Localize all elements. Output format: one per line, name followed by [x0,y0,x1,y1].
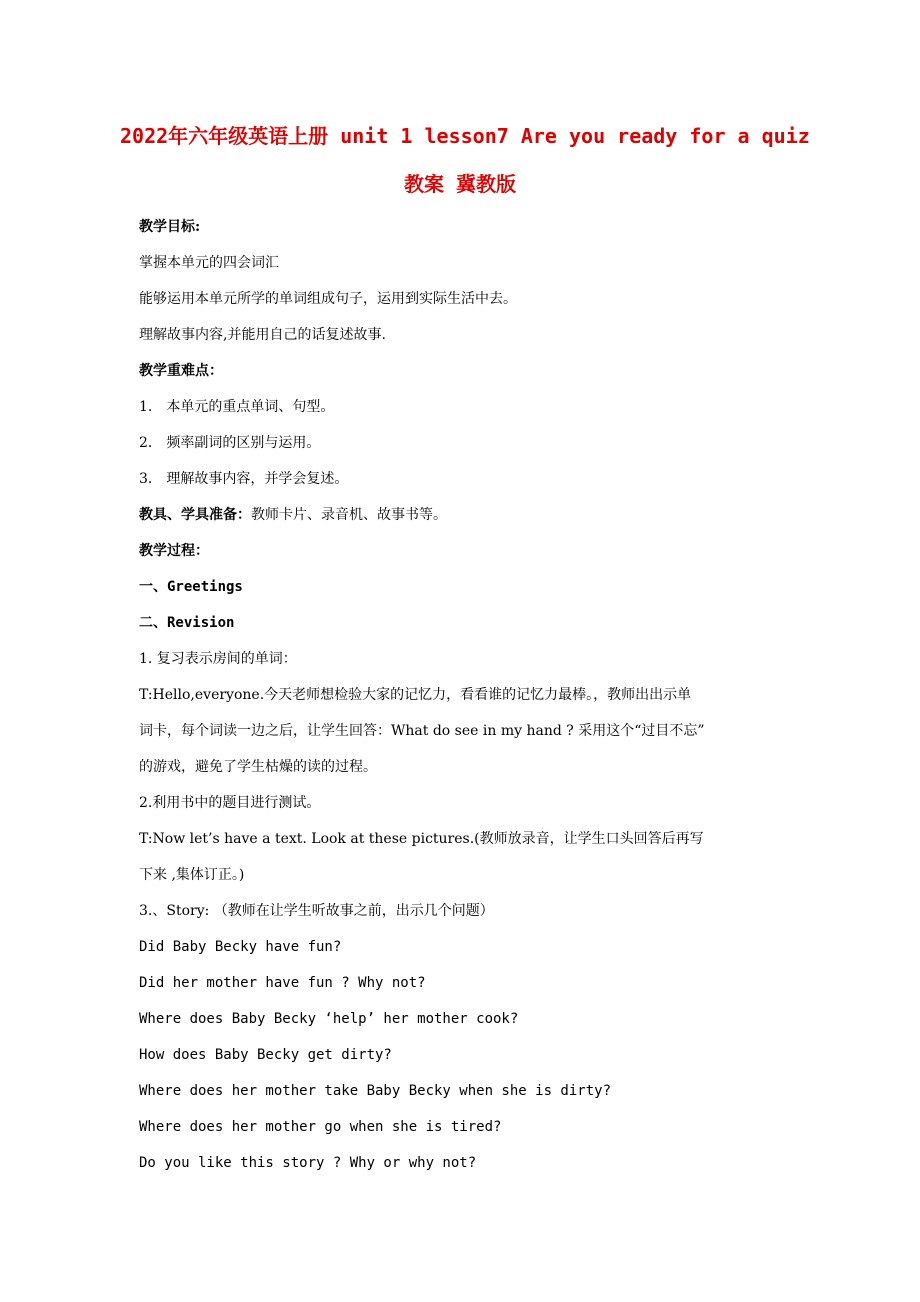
revision-1-title: 1. 复习表示房间的单词： [139,651,297,667]
document-title-line-2: 教案 冀教版 [403,172,517,196]
process-heading: 教学过程： [139,543,209,559]
document-title-line-1: 2022年六年级英语上册 unit 1 lesson7 Are you ready for a quiz [120,124,810,148]
revision-1-paragraph: T:Hello,everyone.今天老师想检验大家的记忆力，看看谁的记忆力最棒。，教师出出示单 [139,687,692,703]
step-revision: 二、Revision [139,615,235,631]
objective-item: 掌握本单元的四会词汇 [139,255,279,271]
materials-line [139,505,799,525]
keypoint-item: 1． 本单元的重点单词、句型。 [139,399,335,415]
keypoint-item: 2． 频率副词的区别与运用。 [139,435,321,451]
revision-2-title: 2.利用书中的题目进行测试。 [139,795,321,811]
keypoint-item: 3． 理解故事内容，并学会复述。 [139,471,349,487]
objective-item: 能够运用本单元所学的单词组成句子，运用到实际生活中去。 [139,291,517,307]
story-question: Do you like this story ? Why or why not? [139,1155,477,1171]
step-greetings: 一、Greetings [139,579,243,595]
objectives-heading: 教学目标: [139,219,201,235]
keypoints-heading: 教学重难点： [139,363,223,379]
materials-text: 教师卡片、录音机、故事书等。 [251,507,447,523]
story-question: Where does her mother take Baby Becky when she is dirty? [139,1083,612,1099]
story-title: 3.、Story: （教师在让学生听故事之前，出示几个问题） [139,903,494,919]
revision-2-paragraph: T:Now let’s have a text. Look at these pictures.(教师放录音，让学生口头回答后再写 [139,831,704,847]
revision-2-paragraph: 下来 ,集体订正。) [139,867,245,883]
objective-item: 理解故事内容,并能用自己的话复述故事. [139,327,386,343]
story-question: Did her mother have fun ? Why not? [139,975,426,991]
materials-label: 教具、学具准备： [139,507,251,523]
story-question: Where does her mother go when she is tired? [139,1119,502,1135]
story-question: Where does Baby Becky ‘help’ her mother cook? [139,1011,519,1027]
story-question: How does Baby Becky get dirty? [139,1047,392,1063]
revision-1-paragraph: 词卡，每个词读一边之后，让学生回答：What do see in my hand ? 采用这个“过目不忘” [139,723,705,739]
revision-1-paragraph: 的游戏，避免了学生枯燥的读的过程。 [139,759,377,775]
story-question: Did Baby Becky have fun? [139,939,342,955]
